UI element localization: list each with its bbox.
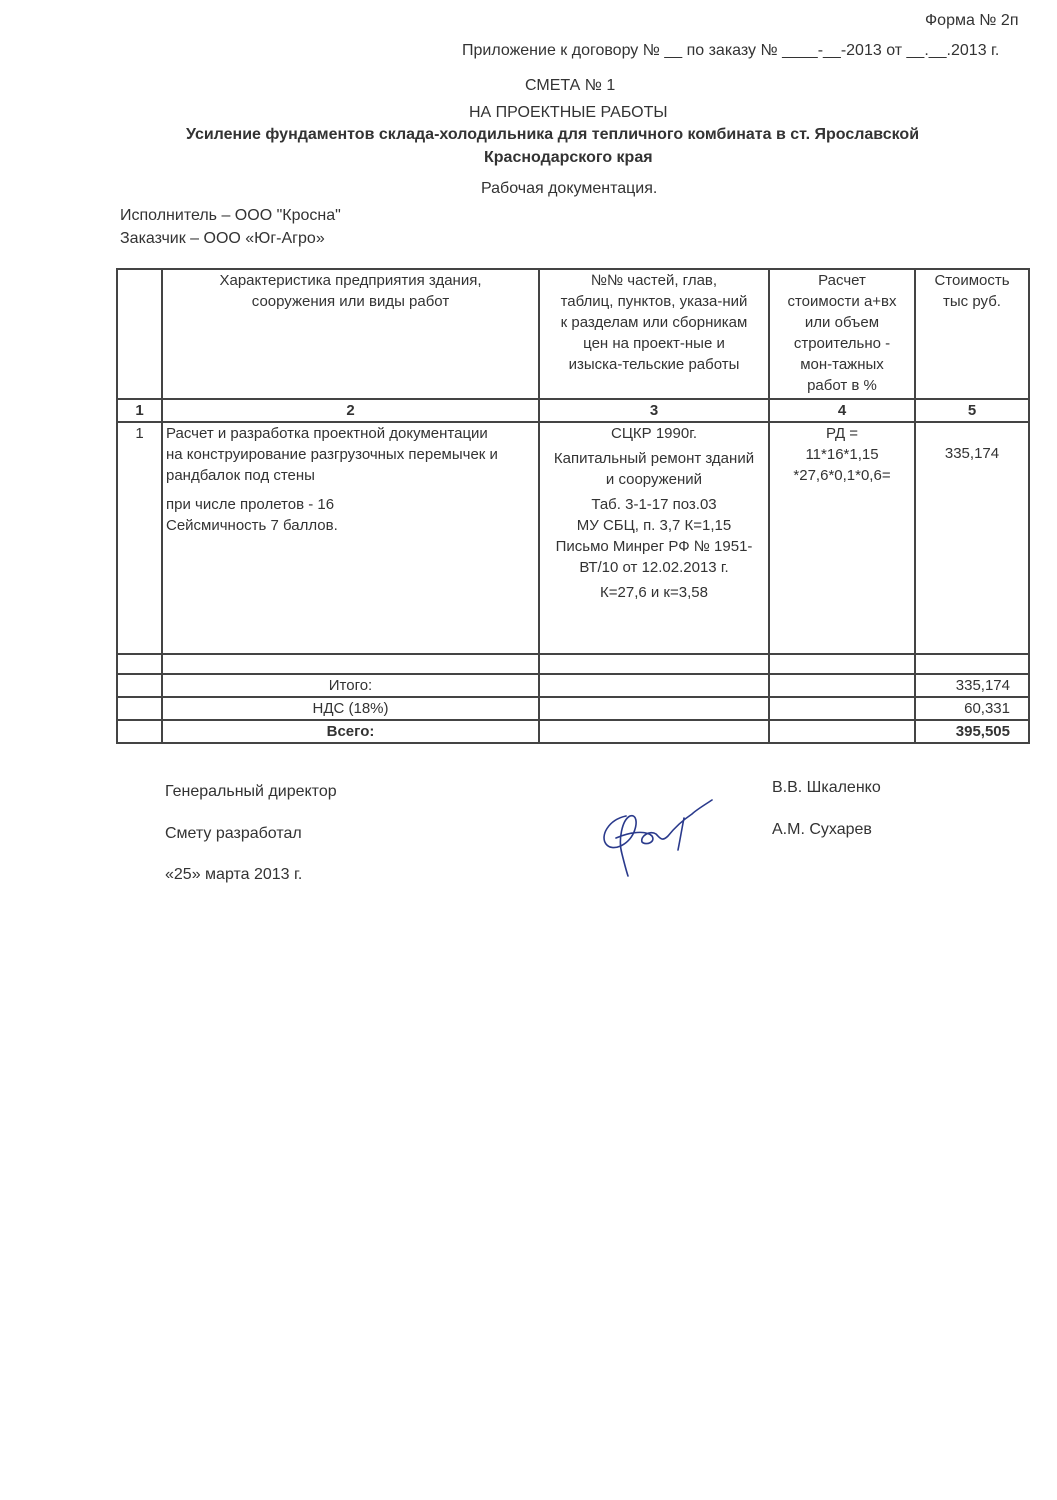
table-row [117, 422, 1029, 654]
document-date: «25» марта 2013 г. [165, 866, 303, 883]
header-cell-num [117, 269, 162, 399]
appendix-line: Приложение к договору № __ по заказу № ____-__-2013 от __.__.2013 г. [462, 42, 1000, 59]
handwritten-signature [596, 796, 721, 881]
estimate-table [116, 268, 1030, 744]
form-label: Форма № 2п [925, 12, 1019, 29]
vat-value: 60,331 [915, 697, 1029, 720]
customer-line: Заказчик – ООО «Юг-Агро» [120, 230, 325, 247]
director-label: Генеральный директор [165, 783, 337, 800]
column-number: 3 [539, 399, 769, 422]
header-cell-cost: Стоимость тыс руб. [915, 269, 1029, 399]
header-cell-references: №№ частей, глав, таблиц, пунктов, указа-ний к разделам или сборникам цен на проект-ные и изыска-тельские работы [539, 269, 769, 399]
empty-row [117, 654, 1029, 674]
developer-name: А.М. Сухарев [772, 821, 872, 838]
column-number: 1 [117, 399, 162, 422]
header-cell-description: Характеристика предприятия здания, сооружения или виды работ [162, 269, 539, 399]
column-number: 2 [162, 399, 539, 422]
total-value: 335,174 [915, 674, 1029, 697]
row-description: Расчет и разработка проектной документации на конструирование разгрузочных перемычек и рандбалок под стены при числе пролетов - 16 Сейсмичность 7 баллов. [162, 422, 539, 654]
director-name: В.В. Шкаленко [772, 779, 881, 796]
estimate-title: СМЕТА № 1 [525, 77, 616, 94]
object-title-line-1: Усиление фундаментов склада-холодильника для тепличного комбината в ст. Ярославской [186, 126, 920, 143]
vat-row [117, 697, 1029, 720]
grand-total-value: 395,505 [915, 720, 1029, 743]
contractor-line: Исполнитель – ООО "Кросна" [120, 207, 341, 224]
row-cost: 335,174 [915, 422, 1029, 654]
row-references: СЦКР 1990г. Капитальный ремонт зданий и сооружений Таб. 3-1-17 поз.03 МУ СБЦ, п. 3,7 К=1,15 Письмо Минрег РФ № 1951- ВТ/10 от 12.02.2013 г. К=27,6 и к=3,58 [539, 422, 769, 654]
estimate-subtitle: НА ПРОЕКТНЫЕ РАБОТЫ [469, 104, 668, 121]
total-row [117, 674, 1029, 697]
grand-total-label: Всего: [162, 720, 539, 743]
column-number-row [117, 399, 1029, 422]
row-number: 1 [117, 422, 162, 654]
grand-total-row [117, 720, 1029, 743]
header-cell-calculation: Расчет стоимости а+вх или объем строительно - мон-тажных работ в % [769, 269, 915, 399]
column-number: 4 [769, 399, 915, 422]
object-title-line-2: Краснодарского края [484, 149, 653, 166]
column-number: 5 [915, 399, 1029, 422]
developer-label: Смету разработал [165, 825, 302, 842]
vat-label: НДС (18%) [162, 697, 539, 720]
document-type: Рабочая документация. [481, 180, 658, 197]
table-header-row [117, 269, 1029, 399]
row-calculation: РД = 11*16*1,15 *27,6*0,1*0,6= [769, 422, 915, 654]
total-label: Итого: [162, 674, 539, 697]
